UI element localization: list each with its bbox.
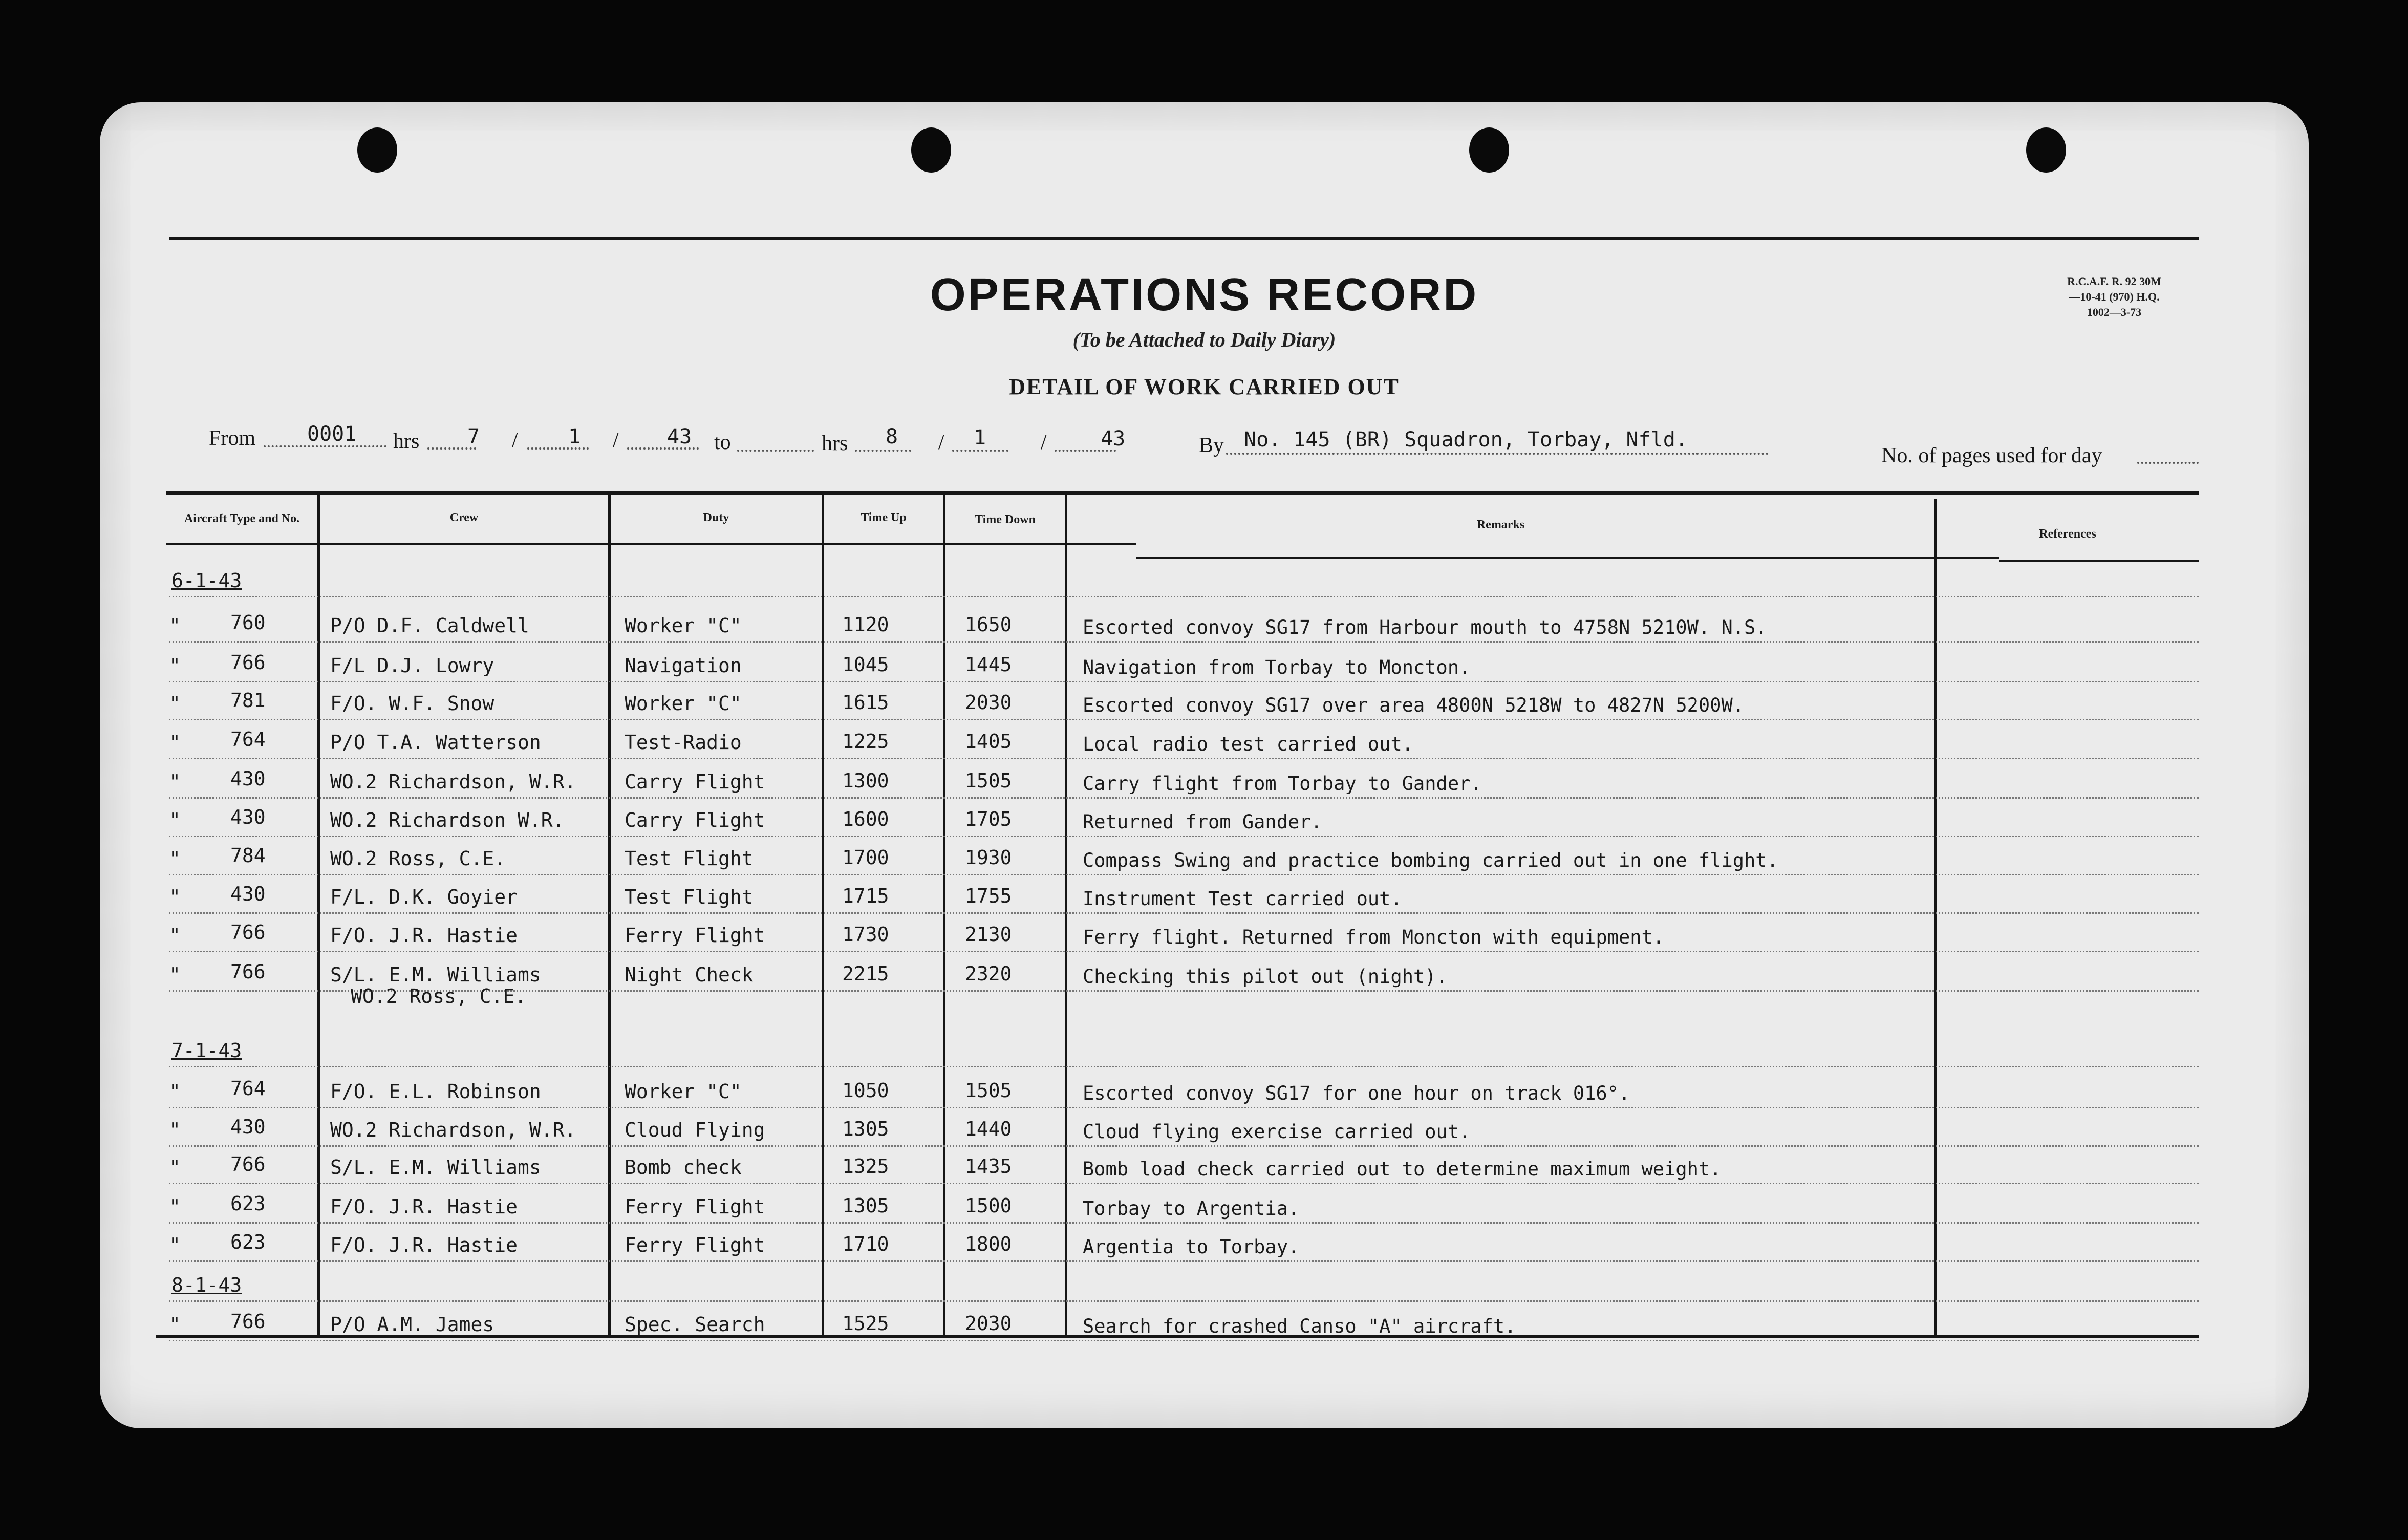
date-heading: 6-1-43 xyxy=(171,569,242,592)
col-divider xyxy=(317,491,320,1336)
crew-name: P/O A.M. James xyxy=(330,1313,494,1336)
time-up: 1730 xyxy=(842,923,889,946)
ditto-mark: " xyxy=(169,1156,181,1179)
by-line xyxy=(1226,453,1769,455)
to-label: to xyxy=(714,431,731,454)
ditto-mark: " xyxy=(169,1119,181,1141)
from-day: 7 xyxy=(467,425,480,448)
time-up: 1305 xyxy=(842,1118,889,1140)
remarks: Torbay to Argentia. xyxy=(1083,1197,1300,1220)
time-up: 1715 xyxy=(842,885,889,907)
crew-name: S/L. E.M. Williams xyxy=(330,1156,541,1179)
duty: Ferry Flight xyxy=(625,1195,765,1218)
from-label: From xyxy=(209,426,256,450)
col-header-remarks: Remarks xyxy=(1476,518,1525,531)
row-rule xyxy=(169,1260,2199,1262)
row-rule xyxy=(169,1222,2199,1224)
time-up: 1600 xyxy=(842,808,889,830)
row-rule xyxy=(169,1066,2199,1067)
ditto-mark: " xyxy=(169,964,181,986)
time-down: 1505 xyxy=(965,769,1012,792)
aircraft-number: 760 xyxy=(230,611,266,634)
binder-hole xyxy=(357,127,397,173)
remarks: Compass Swing and practice bombing carried out in one flight. xyxy=(1083,849,1778,871)
time-down: 1435 xyxy=(965,1155,1012,1178)
row-rule xyxy=(169,912,2199,914)
remarks: Carry flight from Torbay to Gander. xyxy=(1083,773,1482,795)
row-rule xyxy=(169,758,2199,759)
row-rule xyxy=(169,1340,2199,1341)
time-down: 1405 xyxy=(965,730,1012,753)
ditto-mark: " xyxy=(169,1313,181,1336)
duty: Night Check xyxy=(625,964,754,986)
from-month: 1 xyxy=(568,425,581,448)
crew-name: F/O. J.R. Hastie xyxy=(330,924,518,947)
ditto-mark: " xyxy=(169,771,181,793)
row-rule xyxy=(169,1107,2199,1108)
row-rule xyxy=(169,641,2199,643)
remarks: Ferry flight. Returned from Moncton with equipment. xyxy=(1083,926,1665,948)
time-down: 1445 xyxy=(965,653,1012,676)
remarks: Cloud flying exercise carried out. xyxy=(1083,1121,1471,1143)
crew-name: WO.2 Richardson, W.R. xyxy=(330,1119,576,1141)
date-heading: 7-1-43 xyxy=(171,1039,242,1062)
time-down: 1705 xyxy=(965,808,1012,830)
duty: Bomb check xyxy=(625,1156,742,1179)
duty: Carry Flight xyxy=(625,771,765,793)
row-rule xyxy=(169,681,2199,682)
hrs-label: hrs xyxy=(393,430,420,453)
slash: / xyxy=(613,429,619,452)
binder-hole xyxy=(1469,127,1509,173)
aircraft-number: 430 xyxy=(230,767,266,790)
to-hrs-label: hrs xyxy=(822,432,848,455)
crew-name: F/L D.J. Lowry xyxy=(330,654,494,677)
crew-name: F/O. J.R. Hastie xyxy=(330,1195,518,1218)
table-top-rule xyxy=(166,491,2199,495)
col-divider xyxy=(608,491,611,1336)
crew-name: P/O T.A. Watterson xyxy=(330,731,541,754)
slash: / xyxy=(938,431,944,454)
time-down: 1755 xyxy=(965,885,1012,907)
time-up: 1050 xyxy=(842,1079,889,1102)
page-title: OPERATIONS RECORD xyxy=(930,269,1479,320)
time-up: 1615 xyxy=(842,691,889,714)
col-divider xyxy=(943,491,945,1336)
pages-label: No. of pages used for day xyxy=(1881,444,2102,467)
remarks: Argentia to Torbay. xyxy=(1083,1236,1300,1258)
remarks: Local radio test carried out. xyxy=(1083,733,1414,755)
row-rule xyxy=(169,797,2199,799)
aircraft-number: 781 xyxy=(230,689,266,712)
ditto-mark: " xyxy=(169,614,181,637)
duty: Test Flight xyxy=(625,847,754,870)
from-year: 43 xyxy=(667,425,692,448)
crew-name: WO.2 Richardson, W.R. xyxy=(330,771,576,793)
to-month: 1 xyxy=(974,426,986,450)
col-header-aircraft: Aircraft Type and No. xyxy=(184,512,300,525)
remarks: Bomb load check carried out to determine maximum weight. xyxy=(1083,1158,1722,1180)
duty: Worker "C" xyxy=(625,1080,742,1103)
slash: / xyxy=(512,429,518,452)
crew-name: F/O. J.R. Hastie xyxy=(330,1234,518,1256)
remarks: Instrument Test carried out. xyxy=(1083,888,1402,910)
time-down: 1505 xyxy=(965,1079,1012,1102)
time-up: 1045 xyxy=(842,653,889,676)
ditto-mark: " xyxy=(169,1195,181,1218)
ditto-mark: " xyxy=(169,1234,181,1256)
col-divider xyxy=(1934,499,1937,1336)
aircraft-number: 430 xyxy=(230,1116,266,1138)
aircraft-number: 764 xyxy=(230,1077,266,1100)
aircraft-number: 766 xyxy=(230,1153,266,1175)
pages-line xyxy=(2137,462,2199,464)
remarks: Escorted convoy SG17 for one hour on track 016°. xyxy=(1083,1082,1630,1104)
remarks: Checking this pilot out (night). xyxy=(1083,966,1448,988)
duty: Navigation xyxy=(625,654,742,677)
ditto-mark: " xyxy=(169,924,181,947)
row-rule xyxy=(169,596,2199,597)
time-down: 1500 xyxy=(965,1194,1012,1217)
ditto-mark: " xyxy=(169,809,181,831)
table-header-rule-right xyxy=(1999,560,2199,562)
time-up: 2215 xyxy=(842,963,889,985)
col-header-time-down: Time Down xyxy=(975,513,1036,526)
time-down: 2130 xyxy=(965,923,1012,946)
time-down: 1930 xyxy=(965,846,1012,869)
remarks: Navigation from Torbay to Moncton. xyxy=(1083,656,1471,678)
remarks: Returned from Gander. xyxy=(1083,811,1322,833)
time-down: 2030 xyxy=(965,1312,1012,1335)
remarks: Escorted convoy SG17 from Harbour mouth to 4758N 5210W. N.S. xyxy=(1083,616,1767,638)
binder-hole xyxy=(2026,127,2066,173)
aircraft-number: 766 xyxy=(230,651,266,674)
aircraft-number: 764 xyxy=(230,728,266,751)
to-time-line xyxy=(737,450,814,452)
duty: Worker "C" xyxy=(625,692,742,715)
from-time: 0001 xyxy=(307,422,357,446)
time-down: 2030 xyxy=(965,691,1012,714)
to-day-line xyxy=(855,450,911,452)
aircraft-number: 623 xyxy=(230,1192,266,1215)
ditto-mark: " xyxy=(169,1080,181,1103)
duty: Ferry Flight xyxy=(625,924,765,947)
time-up: 1710 xyxy=(842,1233,889,1255)
ditto-mark: " xyxy=(169,654,181,677)
time-up: 1300 xyxy=(842,769,889,792)
aircraft-number: 623 xyxy=(230,1231,266,1253)
detail-heading: DETAIL OF WORK CARRIED OUT xyxy=(1009,374,1400,399)
ditto-mark: " xyxy=(169,692,181,715)
crew-name: WO.2 Ross, C.E. xyxy=(330,847,506,870)
ditto-mark: " xyxy=(169,886,181,908)
duty: Worker "C" xyxy=(625,614,742,637)
crew-name: F/O. E.L. Robinson xyxy=(330,1080,541,1103)
duty: Ferry Flight xyxy=(625,1234,765,1256)
binder-hole xyxy=(911,127,951,173)
row-rule xyxy=(169,836,2199,837)
col-divider xyxy=(1065,491,1067,1336)
top-rule xyxy=(169,237,2199,240)
time-down: 1650 xyxy=(965,613,1012,636)
row-rule xyxy=(169,1145,2199,1147)
row-rule xyxy=(169,874,2199,875)
remarks: Search for crashed Canso "A" aircraft. xyxy=(1083,1315,1516,1337)
aircraft-number: 784 xyxy=(230,844,266,867)
time-up: 1305 xyxy=(842,1194,889,1217)
col-header-duty: Duty xyxy=(703,511,729,524)
crew-name: WO.2 Richardson W.R. xyxy=(330,809,565,831)
aircraft-number: 430 xyxy=(230,806,266,828)
aircraft-number: 766 xyxy=(230,960,266,983)
record-card xyxy=(100,102,2309,1428)
col-header-crew: Crew xyxy=(449,511,479,524)
ditto-mark: " xyxy=(169,847,181,870)
duty: Test-Radio xyxy=(625,731,742,754)
aircraft-number: 430 xyxy=(230,883,266,905)
to-year: 43 xyxy=(1101,427,1126,451)
to-day: 8 xyxy=(886,425,898,448)
col-header-time-up: Time Up xyxy=(861,511,907,524)
time-up: 1225 xyxy=(842,730,889,753)
time-up: 1525 xyxy=(842,1312,889,1335)
row-rule xyxy=(169,1183,2199,1184)
crew-name: P/O D.F. Caldwell xyxy=(330,614,529,637)
aircraft-number: 766 xyxy=(230,921,266,944)
by-label: By xyxy=(1199,434,1224,457)
time-up: 1120 xyxy=(842,613,889,636)
date-heading: 8-1-43 xyxy=(171,1274,242,1296)
crew-name: F/L. D.K. Goyier xyxy=(330,886,518,908)
duty: Spec. Search xyxy=(625,1313,765,1336)
row-rule xyxy=(169,951,2199,952)
row-rule xyxy=(169,719,2199,720)
form-code: R.C.A.F. R. 92 30M—10-41 (970) H.Q. 1002—3-73 xyxy=(2067,275,2161,318)
duty: Cloud Flying xyxy=(625,1119,765,1141)
time-down: 1440 xyxy=(965,1118,1012,1140)
to-month-line xyxy=(952,450,1008,452)
col-divider xyxy=(822,491,824,1336)
time-down: 2320 xyxy=(965,963,1012,985)
ditto-mark: " xyxy=(169,731,181,754)
aircraft-number: 766 xyxy=(230,1310,266,1333)
time-up: 1325 xyxy=(842,1155,889,1178)
duty: Test Flight xyxy=(625,886,754,908)
remarks: Escorted convoy SG17 over area 4800N 5218W to 4827N 5200W. xyxy=(1083,694,1745,716)
crew-name: S/L. E.M. Williams xyxy=(330,964,541,986)
by-value: No. 145 (BR) Squadron, Torbay, Nfld. xyxy=(1244,428,1688,452)
col-header-references: References xyxy=(2039,527,2096,541)
slash: / xyxy=(1041,431,1047,454)
crew-name: F/O. W.F. Snow xyxy=(330,692,494,715)
duty: Carry Flight xyxy=(625,809,765,831)
table-header-rule-left xyxy=(166,543,1136,545)
table-header-rule-mid xyxy=(1136,557,1999,559)
crew-name-2: WO.2 Ross, C.E. xyxy=(351,985,527,1008)
row-rule xyxy=(169,1300,2199,1302)
time-up: 1700 xyxy=(842,846,889,869)
page-subtitle: (To be Attached to Daily Diary) xyxy=(1072,328,1336,351)
time-down: 1800 xyxy=(965,1233,1012,1255)
